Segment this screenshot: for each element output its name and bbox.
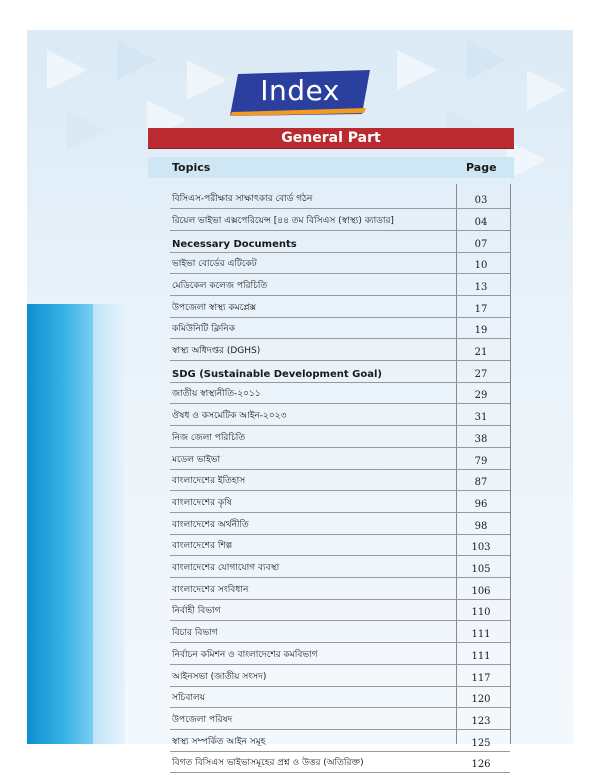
topic-label: সচিবালয় xyxy=(172,693,206,704)
topic-label: মেডিকেল কলেজ পরিচিতি xyxy=(172,280,268,291)
topic-label: জাতীয় স্বাস্থ্যনীতি-২০১১ xyxy=(172,389,261,400)
page-number: 10 xyxy=(474,260,488,272)
page-number: 111 xyxy=(471,629,491,641)
table-row xyxy=(170,318,510,340)
page-number: 31 xyxy=(474,412,488,424)
topic-label: নির্বাচন কমিশন ও বাংলাদেশের কমবিভাগ xyxy=(172,649,318,660)
page-number: 98 xyxy=(474,520,488,532)
page-number: 123 xyxy=(471,715,491,727)
page-number: 21 xyxy=(474,347,488,359)
table-row xyxy=(170,426,510,448)
table-row xyxy=(170,274,510,296)
table-row xyxy=(170,491,510,513)
table-row xyxy=(170,535,510,557)
table-row xyxy=(170,383,510,405)
page-number: 19 xyxy=(474,325,488,337)
topic-label: আইনসভা (জাতীয় সংসদ) xyxy=(172,671,267,682)
page-number: 120 xyxy=(471,694,491,706)
table-row xyxy=(170,513,510,535)
table-row xyxy=(170,448,510,470)
topic-label: বিসিএস-পরীক্ষার সাক্ষাৎকার বোর্ড গঠন xyxy=(172,194,313,205)
table-row xyxy=(170,470,510,492)
topic-label: উপজেলা স্বাস্থ্য কমপ্লেক্স xyxy=(172,302,257,313)
page-number: 79 xyxy=(474,455,488,467)
topic-label: বিচার বিভাগ xyxy=(172,628,218,639)
table-row xyxy=(170,361,510,383)
page-number: 29 xyxy=(474,390,488,402)
table-row xyxy=(170,730,510,752)
page-number: 87 xyxy=(474,477,488,489)
page-number: 125 xyxy=(471,737,491,749)
topic-label: বাংলাদেশের সংবিধান xyxy=(172,584,249,595)
column-header-page: Page xyxy=(466,161,497,174)
table-row xyxy=(170,231,510,253)
table-row xyxy=(170,622,510,644)
page-number: 110 xyxy=(471,607,491,619)
page-number: 111 xyxy=(471,650,491,662)
topic-label: মডেল ভাইভা xyxy=(172,454,221,465)
topic-label: ঔষধ ও কসমেটিক আইন-২০২৩ xyxy=(172,411,287,422)
column-header-topics: Topics xyxy=(172,161,211,174)
index-title: Index xyxy=(260,74,340,107)
table-row xyxy=(170,188,510,210)
table-row xyxy=(170,296,510,318)
table-row xyxy=(170,600,510,622)
page-number: 07 xyxy=(474,238,488,250)
table-row xyxy=(170,405,510,427)
page-number: 03 xyxy=(474,195,488,207)
page-number: 106 xyxy=(471,585,491,597)
table-row xyxy=(170,752,510,774)
table-row xyxy=(170,209,510,231)
topic-label: কমিউনিটি ক্লিনিক xyxy=(172,324,236,335)
topic-label: উপজেলা পরিষদ xyxy=(172,714,233,725)
topic-label: Necessary Documents xyxy=(172,238,297,250)
page-number: 13 xyxy=(474,281,488,293)
page-number: 27 xyxy=(474,368,488,380)
page-number: 96 xyxy=(474,498,488,510)
table-row xyxy=(170,665,510,687)
page-number: 103 xyxy=(471,542,491,554)
table-row xyxy=(170,643,510,665)
side-band-light xyxy=(93,304,125,744)
table-row xyxy=(170,708,510,730)
topic-label: ভাইভা বোর্ডের এটিকেট xyxy=(172,259,257,270)
topic-label: বাংলাদেশের কৃষি xyxy=(172,497,232,508)
topic-label: নির্বাহী বিভাগ xyxy=(172,606,221,617)
topic-label: বাংলাদেশের শিল্প xyxy=(172,541,233,552)
page-number: 17 xyxy=(474,303,488,315)
topic-label: বিগত বিসিএস ভাইভাসমূহের প্রশ্ন ও উত্তর (অতিরিক্ত) xyxy=(172,758,364,769)
topic-label: নিজ জেলা পরিচিতি xyxy=(172,432,246,443)
table-row xyxy=(170,253,510,275)
topic-label: বাংলাদেশের ইতিহাস xyxy=(172,476,246,487)
page-number: 04 xyxy=(474,216,488,228)
topic-label: রিয়েল ভাইভা এক্সপেরিয়েন্স [৪৪ তম বিসিএস (স্বাস্থ্য) ক্যাডার] xyxy=(172,215,394,226)
topic-label: বাংলাদেশের যোগাযোগ ব্যবস্থা xyxy=(172,563,280,574)
topic-label: স্বাস্থ্য সম্পর্কিত আইন সমূহ xyxy=(172,736,266,747)
column-divider-right xyxy=(510,184,511,744)
topic-label: বাংলাদেশের অর্থনীতি xyxy=(172,519,249,530)
page-number: 126 xyxy=(471,759,491,771)
topic-label: SDG (Sustainable Development Goal) xyxy=(172,368,382,380)
page-number: 105 xyxy=(471,564,491,576)
page-number: 117 xyxy=(471,672,491,684)
topic-label: স্বাস্থ্য অধিদপ্তর (DGHS) xyxy=(172,346,261,357)
table-row xyxy=(170,687,510,709)
table-row xyxy=(170,578,510,600)
side-band-dark xyxy=(27,304,93,744)
table-row xyxy=(170,556,510,578)
part-title: General Part xyxy=(148,128,514,148)
page-number: 38 xyxy=(474,433,488,445)
table-row xyxy=(170,339,510,361)
